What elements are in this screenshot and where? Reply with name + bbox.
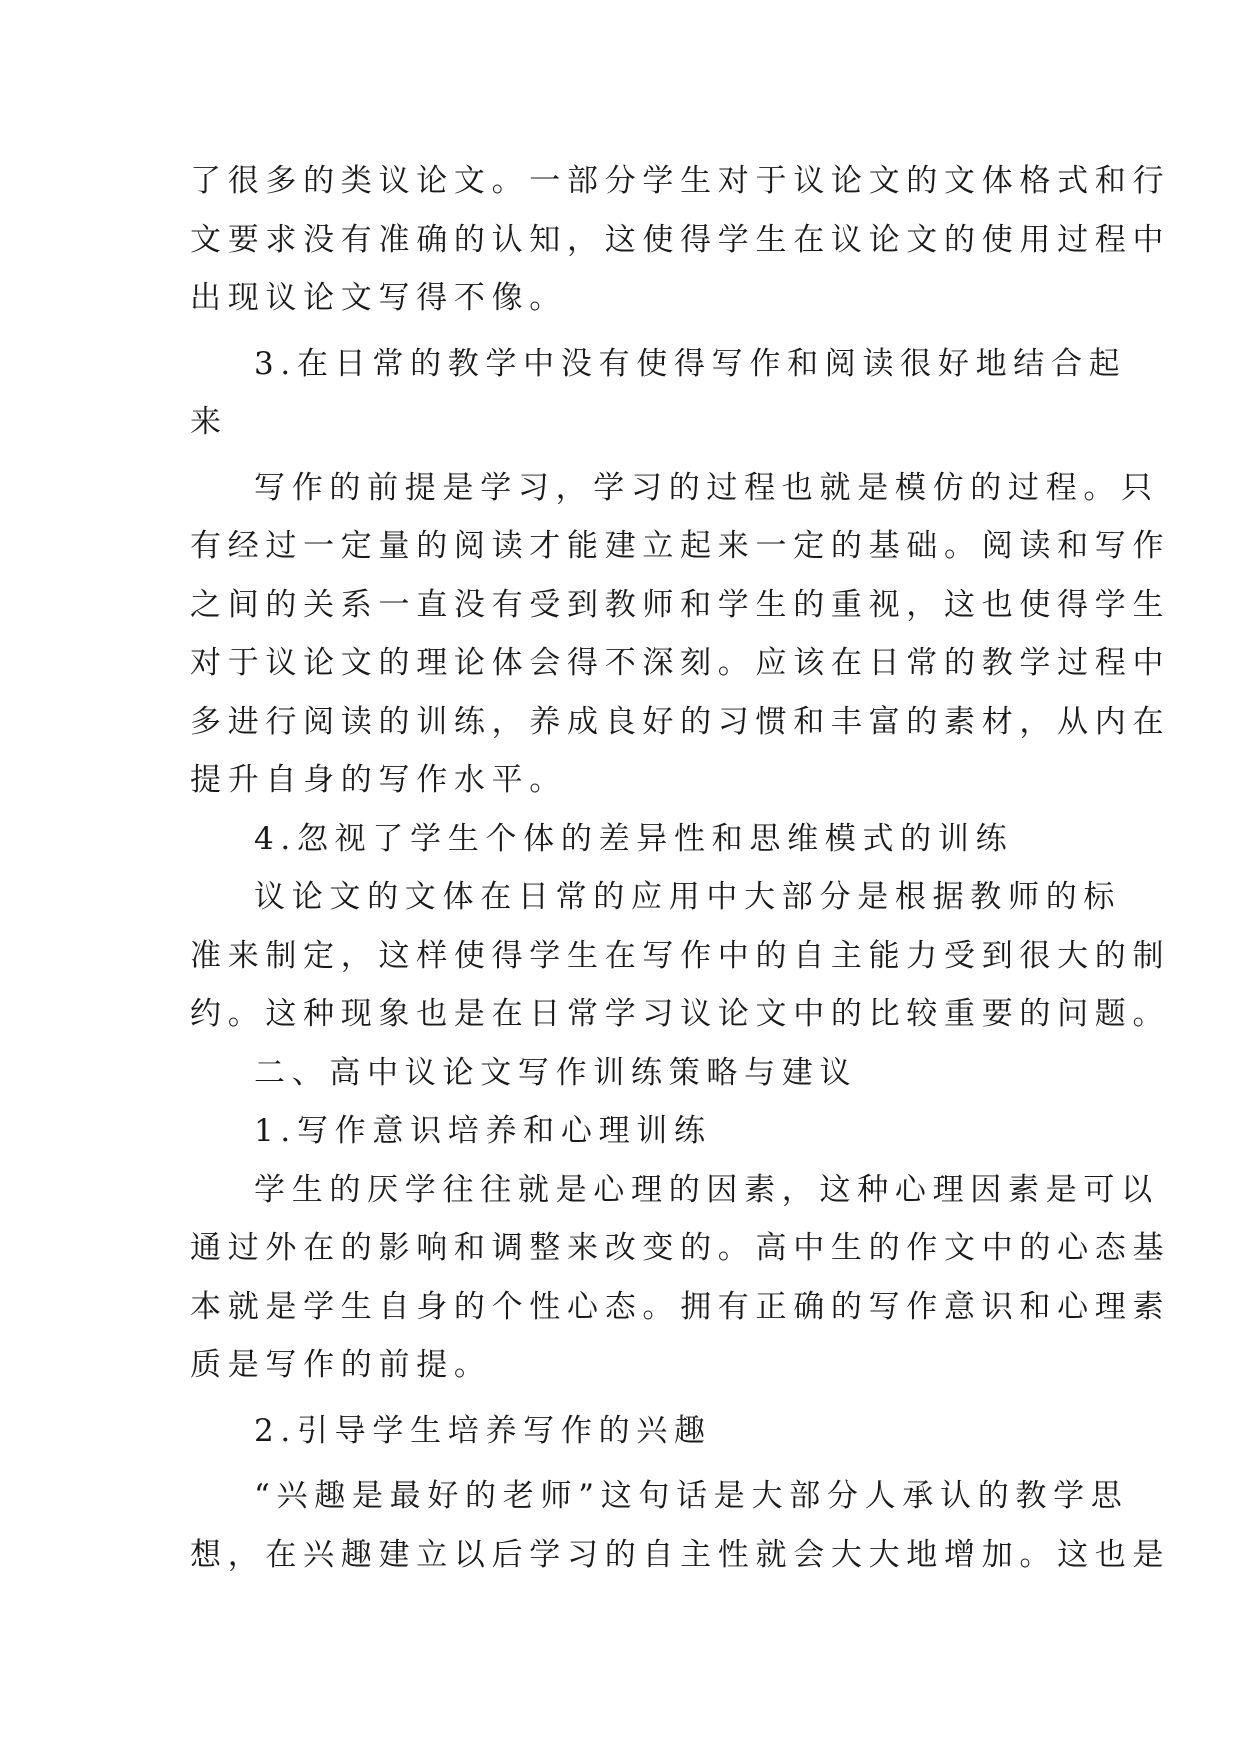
paragraph: [190, 868, 1171, 1044]
text-line: 对于议论文的理论体会得不深刻。应该在日常的教学过程中: [190, 645, 1171, 681]
section-heading: [190, 335, 1127, 452]
section-heading: [190, 810, 1060, 869]
document-body: [190, 152, 1171, 1584]
text-line: 准来制定，这样使得学生在写作中的自主能力受到很大的制: [190, 937, 1171, 974]
text-line: 文要求没有准确的认知，这使得学生在议论文的使用过程中: [190, 221, 1171, 258]
text-line: 二、高中议论文写作训练策略与建议: [254, 1054, 858, 1091]
text-line: 有经过一定量的阅读才能建立起来一定的基础。阅读和写作: [190, 528, 1171, 564]
text-line: “兴趣是最好的老师”这句话是大部分人承认的教学思: [254, 1478, 1129, 1514]
text-line: 多进行阅读的训练，养成良好的习惯和丰富的素材，从内在: [190, 703, 1171, 740]
text-line: 4.忽视了学生个体的差异性和思维模式的训练: [254, 820, 1014, 857]
section-heading: [190, 1402, 1060, 1461]
section-heading: [190, 1044, 1060, 1103]
text-line: 想，在兴趣建立以后学习的自主性就会大大地增加。这也是: [190, 1536, 1171, 1573]
section-heading: [190, 1102, 1060, 1161]
text-line: 学生的厌学往往就是心理的因素，这种心理因素是可以: [254, 1171, 1159, 1208]
text-line: 通过外在的影响和调整来改变的。高中生的作文中的心态基: [190, 1230, 1171, 1266]
text-line: 之间的关系一直没有受到教师和学生的重视，这也使得学生: [190, 586, 1171, 623]
text-line: 质是写作的前提。: [190, 1347, 492, 1383]
paragraph: [190, 1467, 1171, 1584]
text-line: 3.在日常的教学中没有使得写作和阅读很好地结合起: [254, 345, 1127, 382]
paragraph: [190, 1161, 1171, 1395]
paragraph: [190, 459, 1171, 810]
text-line: 约。这种现象也是在日常学习议论文中的比较重要的问题。: [190, 996, 1171, 1032]
text-line: 2.引导学生培养写作的兴趣: [254, 1412, 712, 1449]
text-line: 议论文的文体在日常的应用中大部分是根据教师的标: [254, 879, 1122, 915]
text-line: 出现议论文写得不像。: [190, 280, 567, 316]
text-line: 本就是学生自身的个性心态。拥有正确的写作意识和心理素: [190, 1288, 1171, 1325]
text-line: 提升自身的写作水平。: [190, 762, 567, 798]
text-line: 了很多的类议论文。一部分学生对于议论文的文体格式和行: [190, 163, 1171, 199]
text-line: 来: [190, 404, 228, 440]
text-line: 1.写作意识培养和心理训练: [254, 1113, 712, 1149]
paragraph: [190, 152, 1171, 328]
text-line: 写作的前提是学习，学习的过程也就是模仿的过程。只: [254, 469, 1159, 506]
